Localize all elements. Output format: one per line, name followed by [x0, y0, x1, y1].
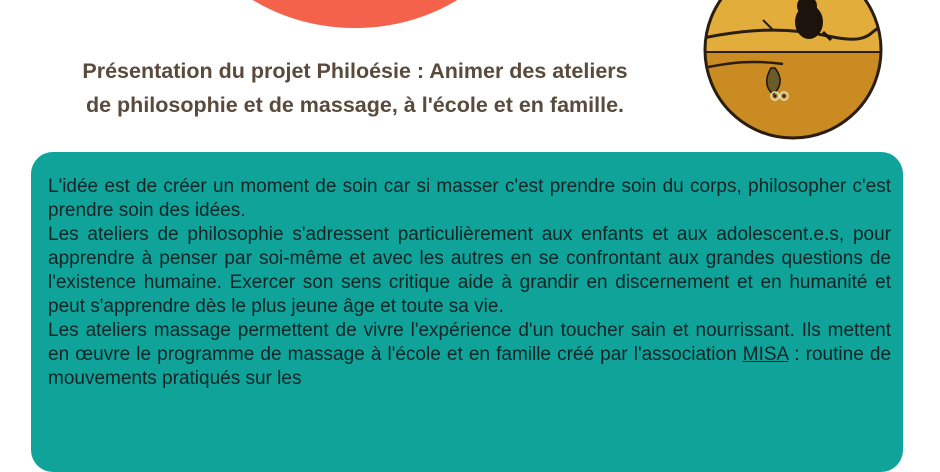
page-title-line-2: de philosophie et de massage, à l'école et en famille.	[85, 93, 624, 117]
paragraph-massage	[48, 319, 891, 391]
decorative-orange-shape	[175, 0, 535, 28]
description-text	[48, 175, 891, 391]
page-title-line-1: Présentation du projet Philoésie : Animer des ateliers	[82, 59, 628, 83]
owl-and-bat-logo	[703, 0, 883, 140]
paragraph-massage-end: : routine de mouvements pratiqués sur les	[48, 344, 892, 389]
misa-link[interactable]: MISA	[742, 344, 789, 365]
paragraph-massage-start: Les ateliers massage permettent de vivre l'expérience d'un toucher sain et nourrissant. Ils mettent en œuvre le programme de massage à l'école et en famille créé par l'association	[48, 320, 891, 365]
paragraph-intro: L'idée est de créer un moment de soin car si masser c'est prendre soin du corps, philosopher c'est prendre soin des idées.	[48, 176, 891, 221]
paragraph-philosophy: Les ateliers de philosophie s'adressent particulièrement aux enfants et aux adolescent.e.s, pour apprendre à penser par soi-même et avec les autres en se confrontant aux grandes questions de l'existence humaine. Exercer son sens critique aide à grandir en discernement et en humanité et peut s'apprendre dès le plus jeune âge et toute sa vie.	[48, 224, 891, 317]
page-title	[20, 54, 690, 122]
